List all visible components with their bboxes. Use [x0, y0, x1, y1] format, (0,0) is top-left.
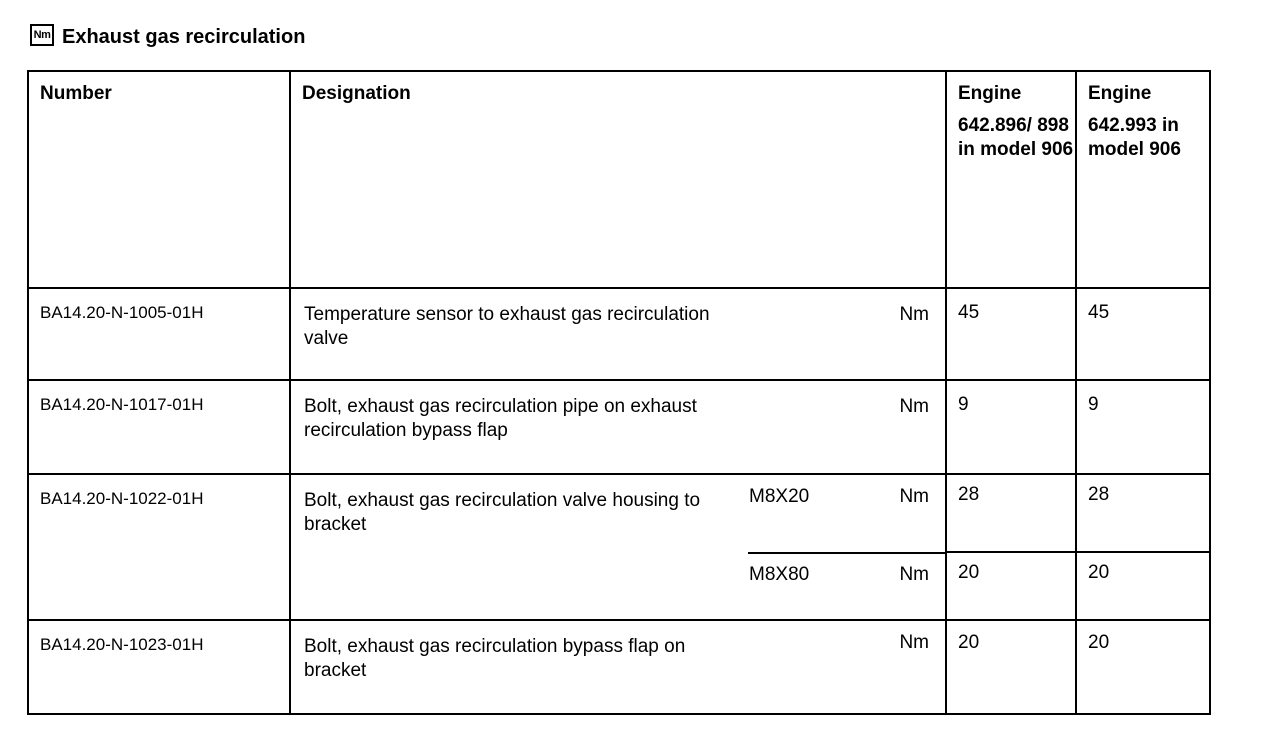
- row-designation-cell: [290, 288, 946, 380]
- row-designation: Temperature sensor to exhaust gas recirculation valve: [304, 304, 710, 349]
- row-engine-2-value: 9: [1076, 380, 1210, 474]
- table-row: [28, 288, 1210, 380]
- row-number: BA14.20-N-1017-01H: [28, 380, 290, 474]
- header-number: Number: [28, 71, 290, 288]
- header-engine-1: [946, 71, 1076, 288]
- row-engine-2-value: 28: [1076, 474, 1210, 552]
- header-engine-2-model: 642.993 in model 906: [1088, 115, 1181, 160]
- row-engine-1-value: 20: [946, 552, 1076, 620]
- row-size: M8X80: [749, 564, 810, 585]
- row-number: BA14.20-N-1005-01H: [28, 288, 290, 380]
- table-row: [28, 620, 1210, 714]
- row-size: M8X20: [749, 486, 810, 507]
- row-unit: Nm: [899, 396, 929, 417]
- row-unit: Nm: [899, 564, 929, 585]
- row-engine-1-value: 9: [946, 380, 1076, 474]
- header-engine-1-label: Engine: [958, 83, 1022, 104]
- row-engine-1-value: 28: [946, 474, 1076, 552]
- section-title-row: [30, 24, 305, 50]
- header-engine-2: [1076, 71, 1210, 288]
- row-designation: Bolt, exhaust gas recirculation bypass flap on bracket: [304, 636, 686, 681]
- row-engine-2-value: 20: [1076, 552, 1210, 620]
- table-row: [28, 380, 1210, 474]
- row-number: BA14.20-N-1022-01H: [28, 474, 290, 620]
- row-designation-cell: [290, 474, 946, 620]
- header-engine-2-label: Engine: [1088, 83, 1152, 104]
- header-designation: Designation: [290, 71, 946, 288]
- row-engine-1-value: 45: [946, 288, 1076, 380]
- row-unit: Nm: [899, 304, 929, 325]
- torque-spec-table: [27, 70, 1211, 715]
- header-engine-1-model: 642.896/ 898 in model 906: [958, 115, 1074, 160]
- row-unit: Nm: [899, 486, 929, 507]
- row-unit: Nm: [899, 632, 929, 653]
- table-header-row: [28, 71, 1210, 288]
- table-row: [28, 474, 1210, 552]
- row-engine-1-value: 20: [946, 620, 1076, 714]
- section-title: Exhaust gas recirculation: [62, 25, 306, 48]
- row-designation-cell: [290, 380, 946, 474]
- row-engine-2-value: 20: [1076, 620, 1210, 714]
- row-designation: Bolt, exhaust gas recirculation valve housing to bracket: [304, 490, 701, 535]
- row-number: BA14.20-N-1023-01H: [28, 620, 290, 714]
- row-designation-cell: [290, 620, 946, 714]
- row-designation: Bolt, exhaust gas recirculation pipe on exhaust recirculation bypass flap: [304, 396, 697, 441]
- row-engine-2-value: 45: [1076, 288, 1210, 380]
- torque-nm-icon: Nm: [30, 24, 54, 46]
- sub-row-divider: [748, 552, 946, 554]
